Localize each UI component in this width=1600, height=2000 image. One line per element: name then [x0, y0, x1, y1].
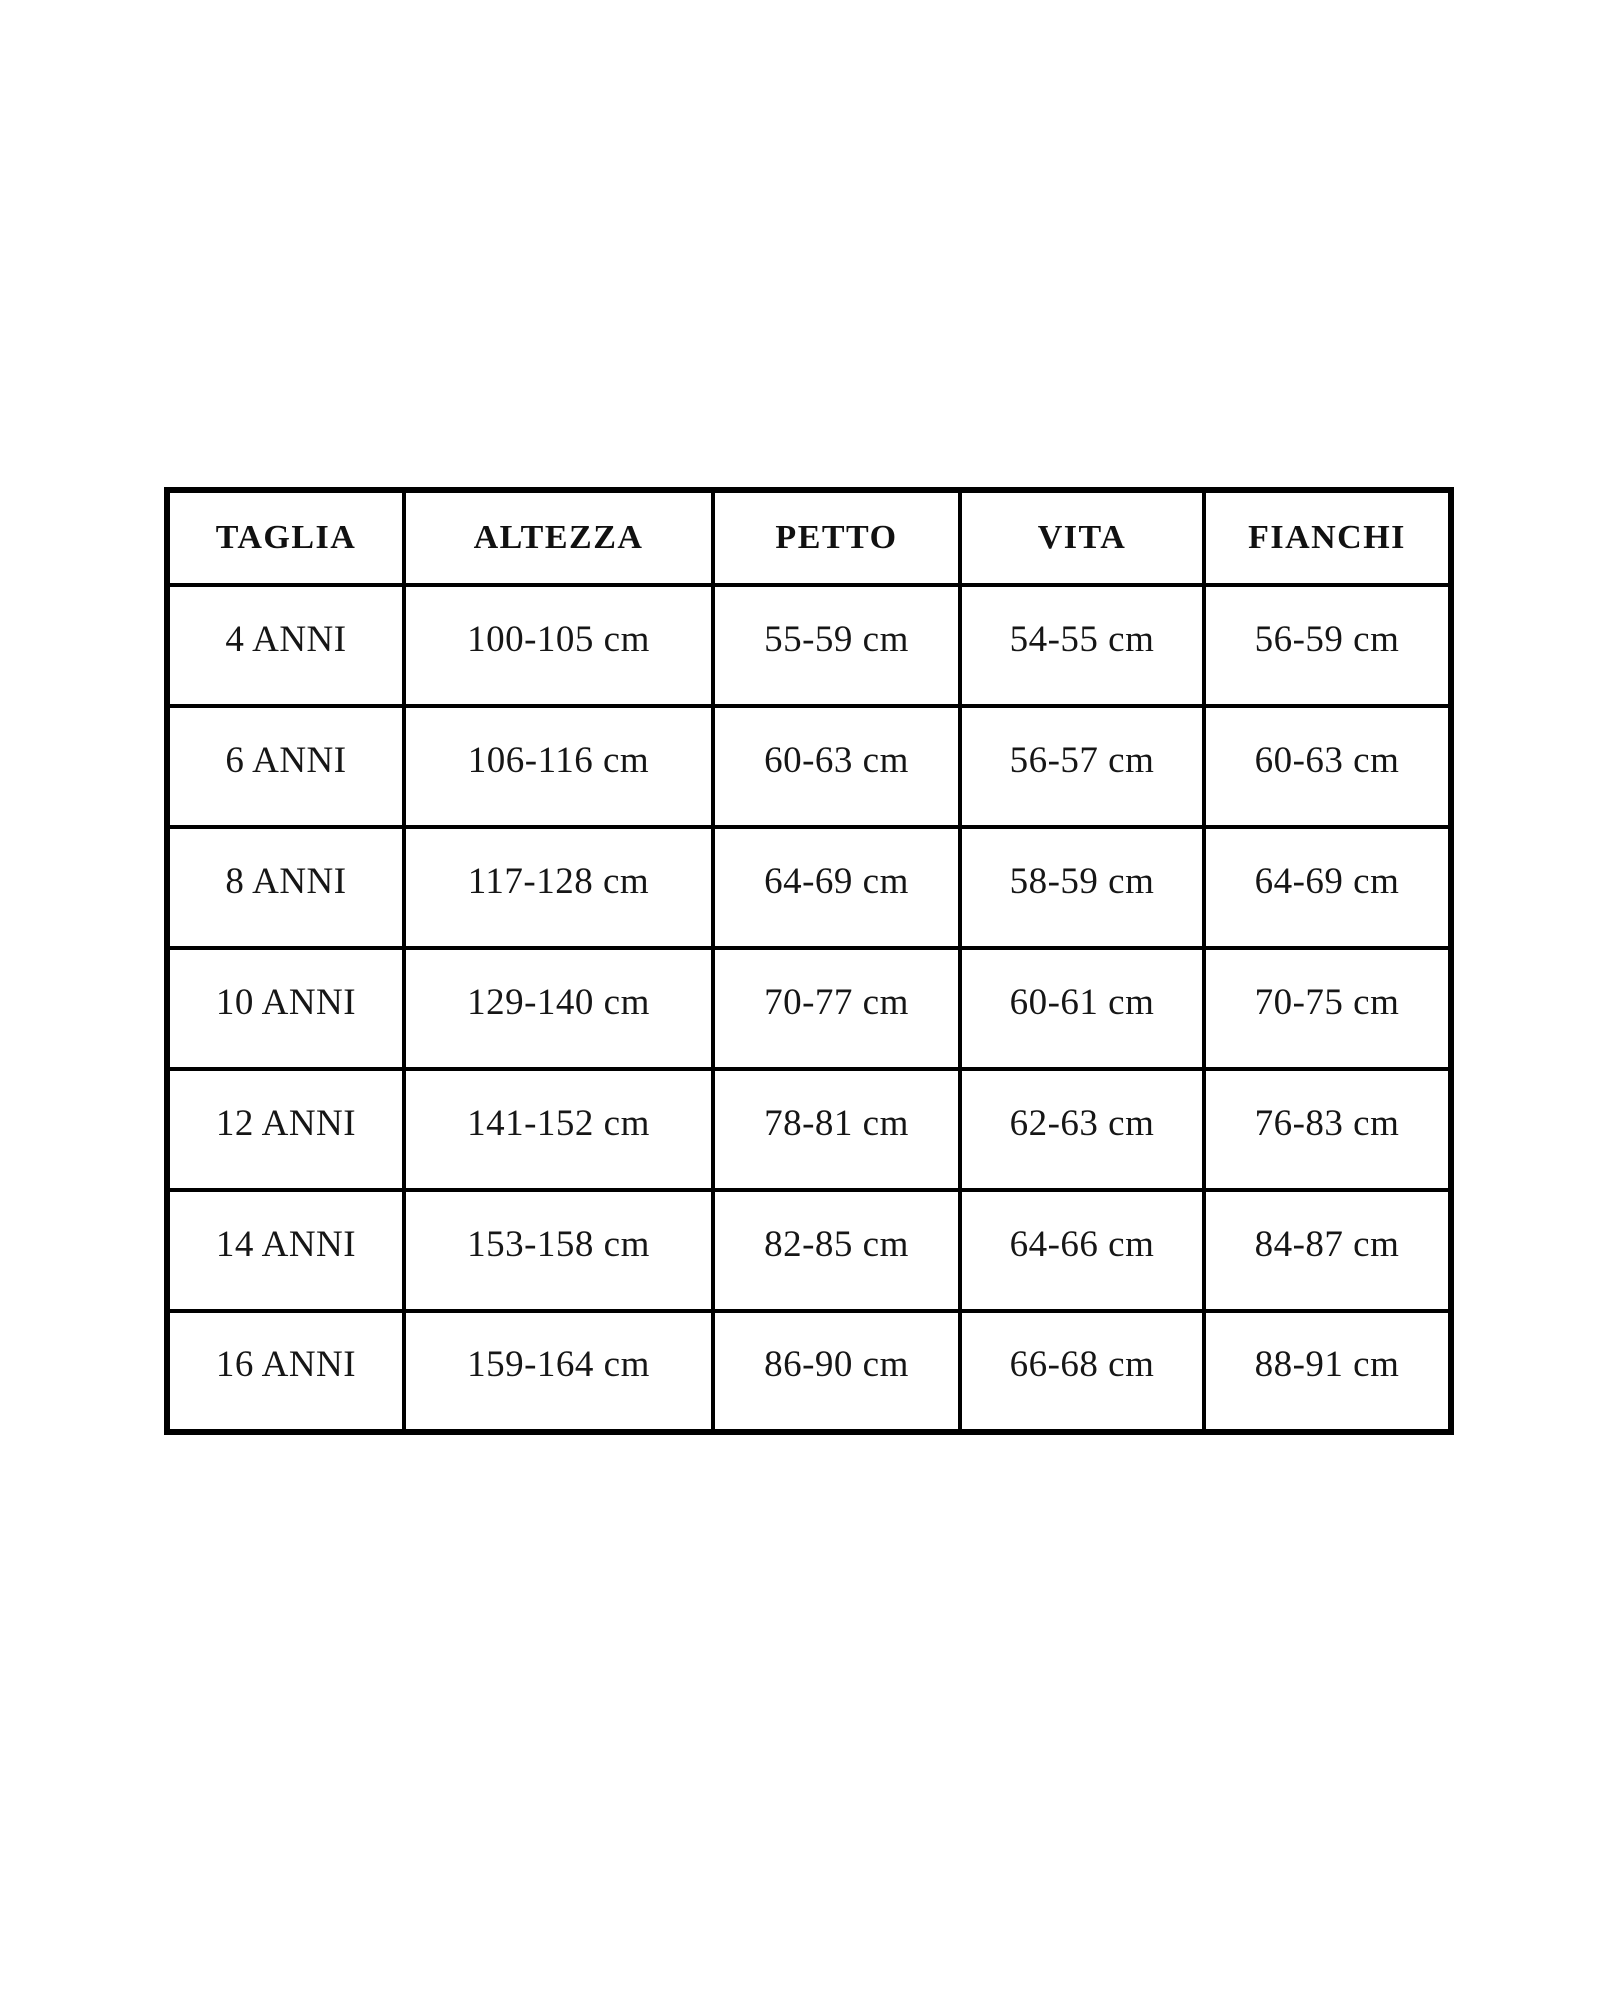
- cell-fianchi: 56-59 cm: [1204, 585, 1451, 706]
- column-header-vita: VITA: [960, 490, 1204, 585]
- cell-taglia: 12 ANNI: [167, 1069, 404, 1190]
- cell-altezza: 153-158 cm: [404, 1190, 713, 1311]
- cell-petto: 60-63 cm: [713, 706, 960, 827]
- cell-taglia: 4 ANNI: [167, 585, 404, 706]
- column-header-altezza: ALTEZZA: [404, 490, 713, 585]
- cell-vita: 56-57 cm: [960, 706, 1204, 827]
- cell-taglia: 10 ANNI: [167, 948, 404, 1069]
- cell-altezza: 141-152 cm: [404, 1069, 713, 1190]
- cell-petto: 70-77 cm: [713, 948, 960, 1069]
- cell-vita: 54-55 cm: [960, 585, 1204, 706]
- cell-vita: 64-66 cm: [960, 1190, 1204, 1311]
- column-header-petto: PETTO: [713, 490, 960, 585]
- cell-fianchi: 88-91 cm: [1204, 1311, 1451, 1432]
- cell-altezza: 117-128 cm: [404, 827, 713, 948]
- header-row: [167, 490, 1451, 585]
- table-row: [167, 1069, 1451, 1190]
- table-row: [167, 948, 1451, 1069]
- cell-vita: 58-59 cm: [960, 827, 1204, 948]
- cell-vita: 66-68 cm: [960, 1311, 1204, 1432]
- table-row: [167, 706, 1451, 827]
- cell-altezza: 100-105 cm: [404, 585, 713, 706]
- cell-taglia: 14 ANNI: [167, 1190, 404, 1311]
- cell-taglia: 8 ANNI: [167, 827, 404, 948]
- table-row: [167, 1190, 1451, 1311]
- table-row: [167, 585, 1451, 706]
- cell-petto: 82-85 cm: [713, 1190, 960, 1311]
- cell-fianchi: 64-69 cm: [1204, 827, 1451, 948]
- cell-vita: 62-63 cm: [960, 1069, 1204, 1190]
- cell-fianchi: 60-63 cm: [1204, 706, 1451, 827]
- cell-petto: 86-90 cm: [713, 1311, 960, 1432]
- table-row: [167, 827, 1451, 948]
- cell-altezza: 159-164 cm: [404, 1311, 713, 1432]
- cell-fianchi: 84-87 cm: [1204, 1190, 1451, 1311]
- cell-petto: 78-81 cm: [713, 1069, 960, 1190]
- cell-altezza: 129-140 cm: [404, 948, 713, 1069]
- cell-petto: 55-59 cm: [713, 585, 960, 706]
- column-header-fianchi: FIANCHI: [1204, 490, 1451, 585]
- cell-altezza: 106-116 cm: [404, 706, 713, 827]
- size-chart-table: [164, 487, 1454, 1435]
- cell-vita: 60-61 cm: [960, 948, 1204, 1069]
- cell-fianchi: 76-83 cm: [1204, 1069, 1451, 1190]
- cell-petto: 64-69 cm: [713, 827, 960, 948]
- cell-taglia: 16 ANNI: [167, 1311, 404, 1432]
- column-header-taglia: TAGLIA: [167, 490, 404, 585]
- table-row: [167, 1311, 1451, 1432]
- cell-taglia: 6 ANNI: [167, 706, 404, 827]
- cell-fianchi: 70-75 cm: [1204, 948, 1451, 1069]
